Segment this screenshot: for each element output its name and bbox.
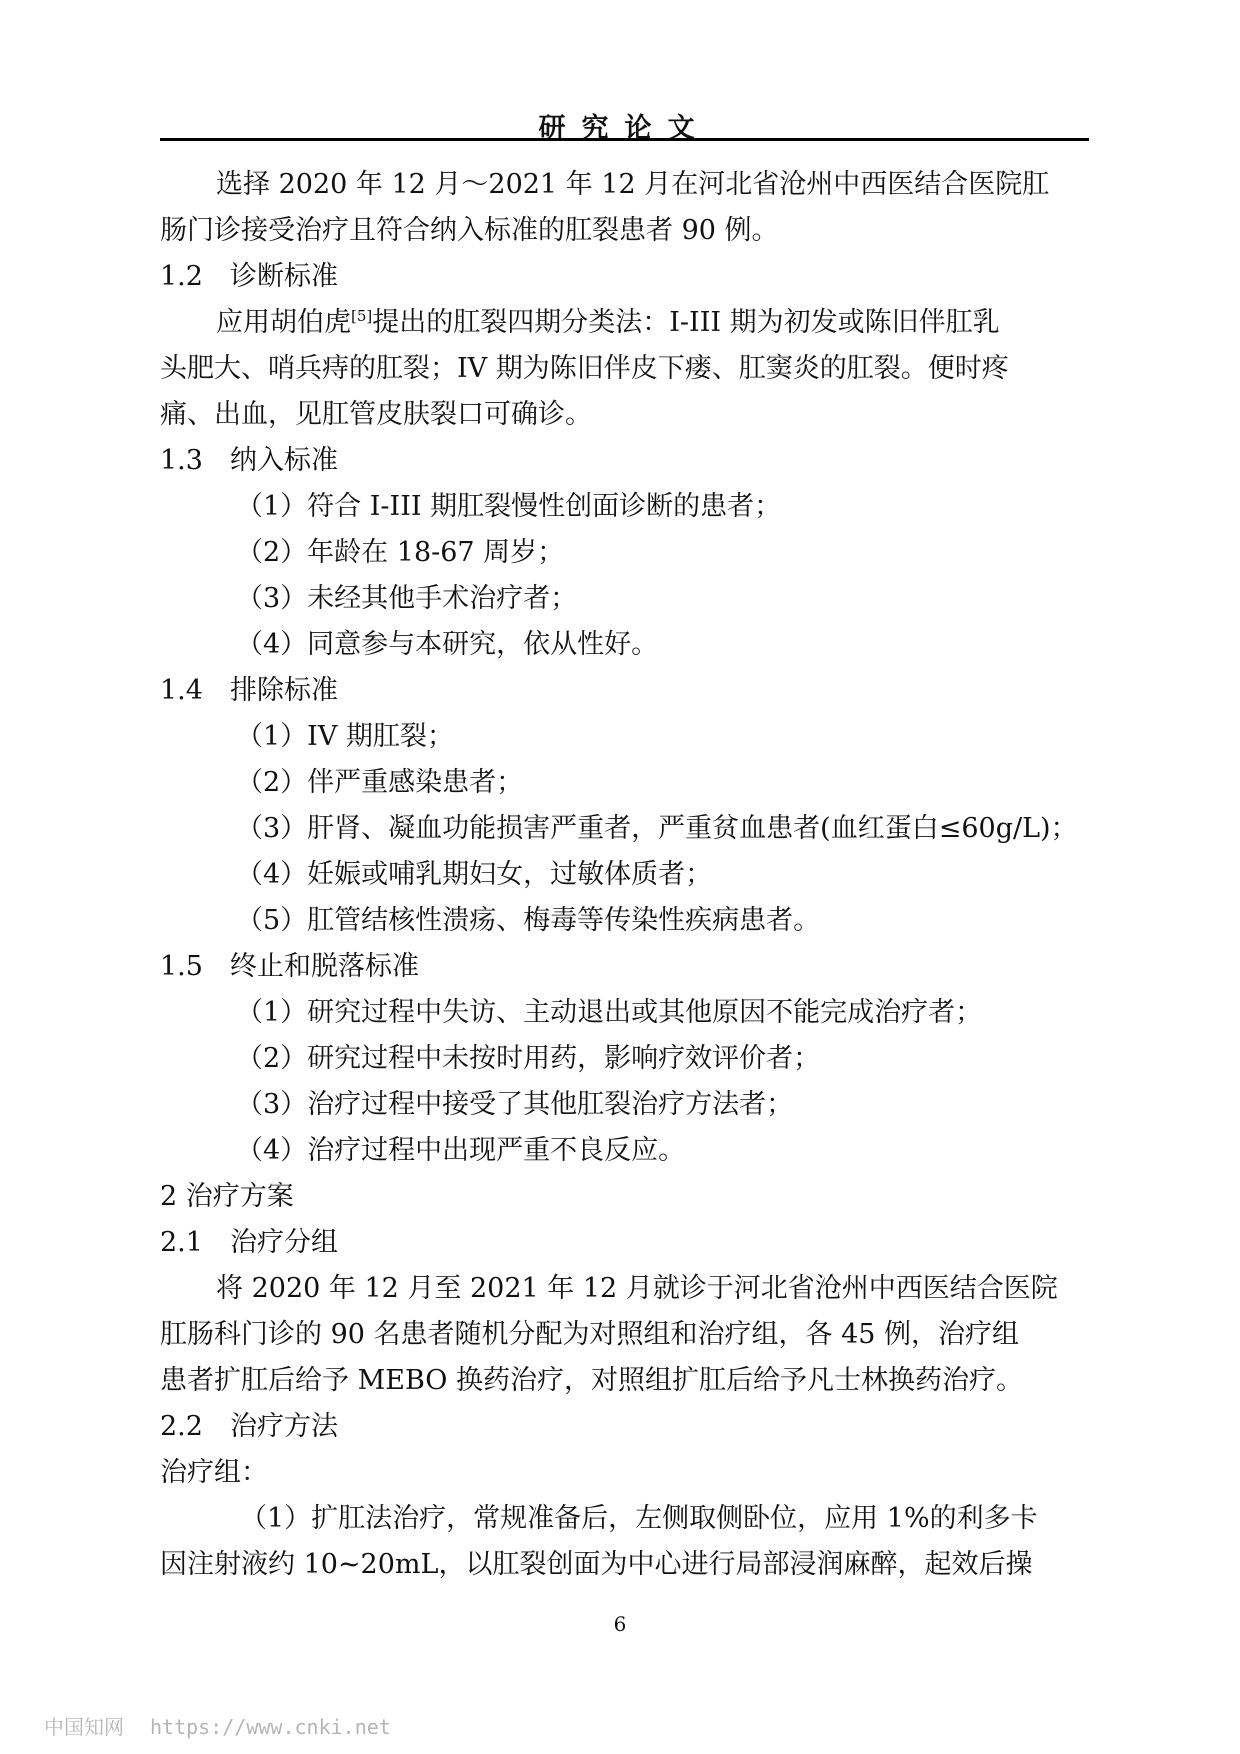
list-item: （4）同意参与本研究，依从性好。	[236, 629, 659, 660]
list-item: （1）研究过程中失访、主动退出或其他原因不能完成治疗者；	[236, 997, 983, 1028]
section-heading: 2.2 治疗方法	[160, 1411, 338, 1442]
paragraph: 肛肠科门诊的 90 名患者随机分配为对照组和治疗组，各 45 例，治疗组	[160, 1319, 1020, 1350]
list-item: （1）扩肛法治疗，常规准备后，左侧取侧卧位，应用 1%的利多卡	[240, 1503, 1038, 1534]
list-item: （2）伴严重感染患者；	[236, 767, 524, 798]
paragraph	[160, 300, 1089, 346]
section-heading: 2 治疗方案	[160, 1181, 294, 1212]
text-run: 提出的肛裂四期分类法：I-III 期为初发或陈旧伴肛乳	[372, 307, 1000, 338]
section-heading: 1.5 终止和脱落标准	[160, 951, 419, 982]
page-number: 6	[613, 1612, 627, 1636]
section-heading: 1.3 纳入标准	[160, 445, 338, 476]
running-header: 研究论文	[538, 113, 711, 144]
text-run: 应用胡伯虎	[216, 307, 351, 338]
list-item: （5）肛管结核性溃疡、梅毒等传染性疾病患者。	[236, 905, 821, 936]
watermark	[44, 1711, 391, 1740]
paragraph: 肠门诊接受治疗且符合纳入标准的肛裂患者 90 例。	[160, 215, 779, 246]
list-item: （4）治疗过程中出现严重不良反应。	[236, 1135, 686, 1166]
citation: [5]	[351, 307, 373, 325]
paragraph: 患者扩肛后给予 MEBO 换药治疗，对照组扩肛后给予凡士林换药治疗。	[160, 1365, 1023, 1396]
list-item: （3）肝肾、凝血功能损害严重者，严重贫血患者(血红蛋白≤60g/L)；	[236, 813, 1078, 844]
section-heading: 2.1 治疗分组	[160, 1227, 338, 1258]
list-item: （2）年龄在 18-67 周岁；	[236, 537, 565, 568]
paragraph: 治疗组：	[160, 1457, 268, 1488]
watermark-url: https://www.cnki.net	[150, 1715, 391, 1739]
list-item: （1）符合 I-III 期肛裂慢性创面诊断的患者；	[236, 491, 782, 522]
header-rule	[160, 138, 1089, 141]
paragraph: 痛、出血，见肛管皮肤裂口可确诊。	[160, 399, 592, 430]
list-item: （3）未经其他手术治疗者；	[236, 583, 578, 614]
list-item: （3）治疗过程中接受了其他肛裂治疗方法者；	[236, 1089, 794, 1120]
list-item: （1）IV 期肛裂；	[236, 721, 454, 752]
list-item: （4）妊娠或哺乳期妇女，过敏体质者；	[236, 859, 713, 890]
section-heading: 1.2 诊断标准	[160, 261, 338, 292]
list-item: （2）研究过程中未按时用药，影响疗效评价者；	[236, 1043, 821, 1074]
paragraph: 头肥大、哨兵痔的肛裂；IV 期为陈旧伴皮下瘘、肛窦炎的肛裂。便时疼	[160, 353, 1009, 384]
body-text	[160, 162, 1089, 1588]
paragraph: 将 2020 年 12 月至 2021 年 12 月就诊于河北省沧州中西医结合医院	[216, 1273, 1058, 1304]
paragraph: 因注射液约 10~20mL，以肛裂创面为中心进行局部浸润麻醉，起效后操	[160, 1549, 1033, 1580]
paragraph: 选择 2020 年 12 月～2021 年 12 月在河北省沧州中西医结合医院肛	[216, 169, 1050, 200]
section-heading: 1.4 排除标准	[160, 675, 338, 706]
watermark-source: 中国知网	[44, 1715, 124, 1739]
